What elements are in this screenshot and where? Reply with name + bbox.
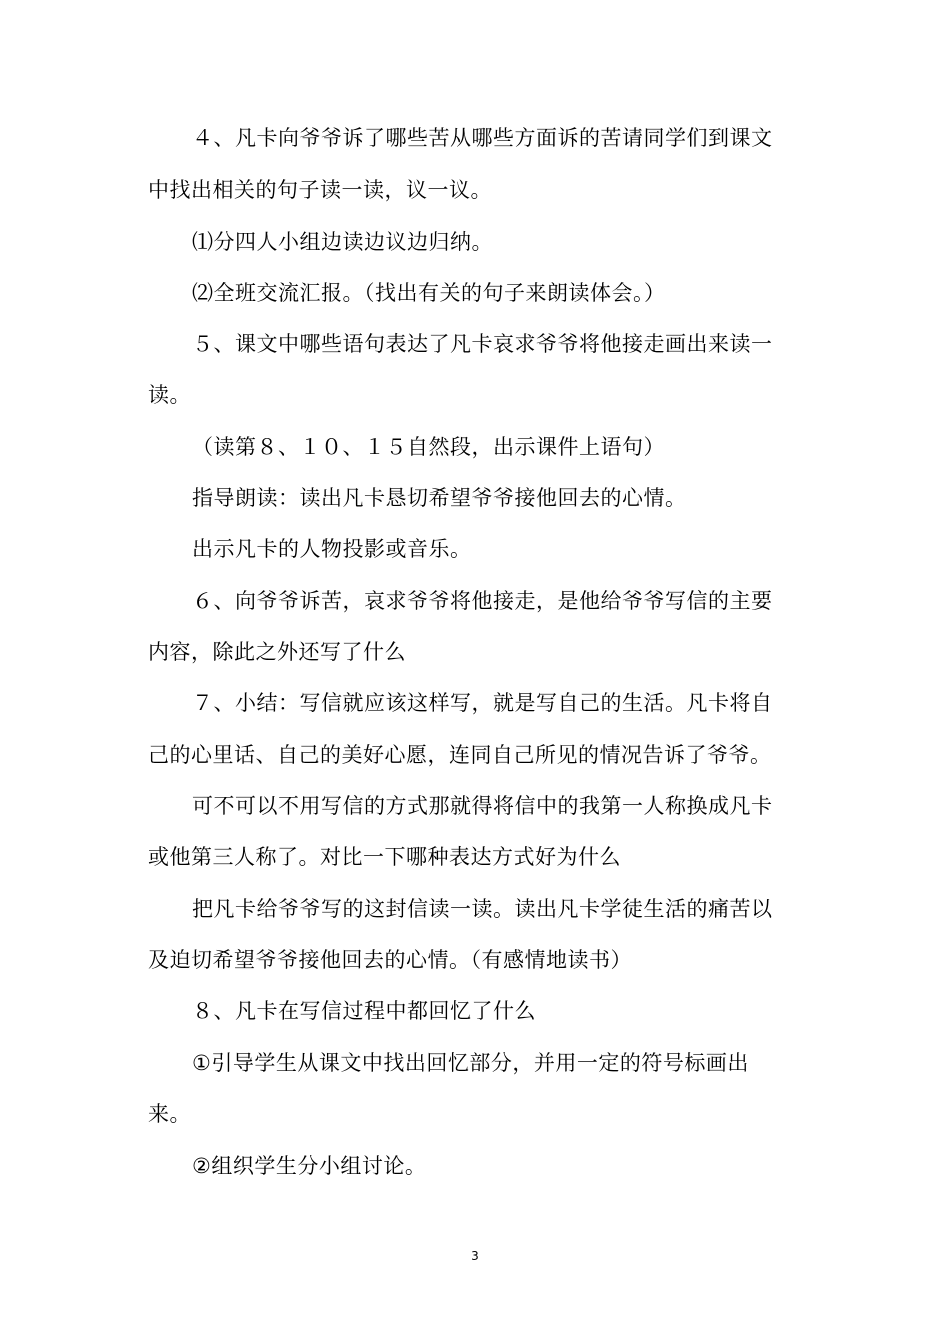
guided-reading-line: 指导朗读：读出凡卡恳切希望爷爷接他回去的心情。 [192, 486, 687, 510]
paragraph-4-line-1: ４、凡卡向爷爷诉了哪些苦从哪些方面诉的苦请同学们到课文 [192, 126, 773, 150]
question-line-2: 或他第三人称了。对比一下哪种表达方式好为什么 [148, 845, 621, 869]
step-b-line: ②组织学生分小组讨论。 [192, 1154, 427, 1178]
step-a-line-1: ①引导学生从课文中找出回忆部分，并用一定的符号标画出 [192, 1051, 749, 1075]
paragraph-5-line-1: ５、课文中哪些语句表达了凡卡哀求爷爷将他接走画出来读一 [192, 332, 773, 356]
paragraph-6-line-1: ６、向爷爷诉苦，哀求爷爷将他接走，是他给爷爷写信的主要 [192, 589, 773, 613]
page-number: 3 [471, 1249, 479, 1263]
paragraph-8-line: ８、凡卡在写信过程中都回忆了什么 [192, 999, 536, 1023]
paragraph-5-line-2: 读。 [148, 383, 191, 407]
read-letter-line-1: 把凡卡给爷爷写的这封信读一读。读出凡卡学徒生活的痛苦以 [192, 897, 773, 921]
paragraph-7-line-2: 己的心里话、自己的美好心愿，连同自己所见的情况告诉了爷爷。 [148, 743, 772, 767]
question-line-1: 可不可以不用写信的方式那就得将信中的我第一人称换成凡卡 [192, 794, 773, 818]
paragraph-6-line-2: 内容，除此之外还写了什么 [148, 640, 406, 664]
step-1-line: ⑴分四人小组边读边议边归纳。 [192, 230, 493, 254]
step-a-line-2: 来。 [148, 1102, 191, 1126]
reading-note-line: （读第８、１０、１５自然段，出示课件上语句） [192, 435, 665, 459]
paragraph-7-line-1: ７、小结：写信就应该这样写，就是写自己的生活。凡卡将自 [192, 691, 773, 715]
show-projection-line: 出示凡卡的人物投影或音乐。 [192, 537, 472, 561]
read-letter-line-2: 及迫切希望爷爷接他回去的心情。（有感情地读书） [148, 948, 632, 972]
paragraph-4-line-2: 中找出相关的句子读一读，议一议。 [148, 178, 492, 202]
step-2-line: ⑵全班交流汇报。（找出有关的句子来朗读体会。） [192, 281, 666, 305]
